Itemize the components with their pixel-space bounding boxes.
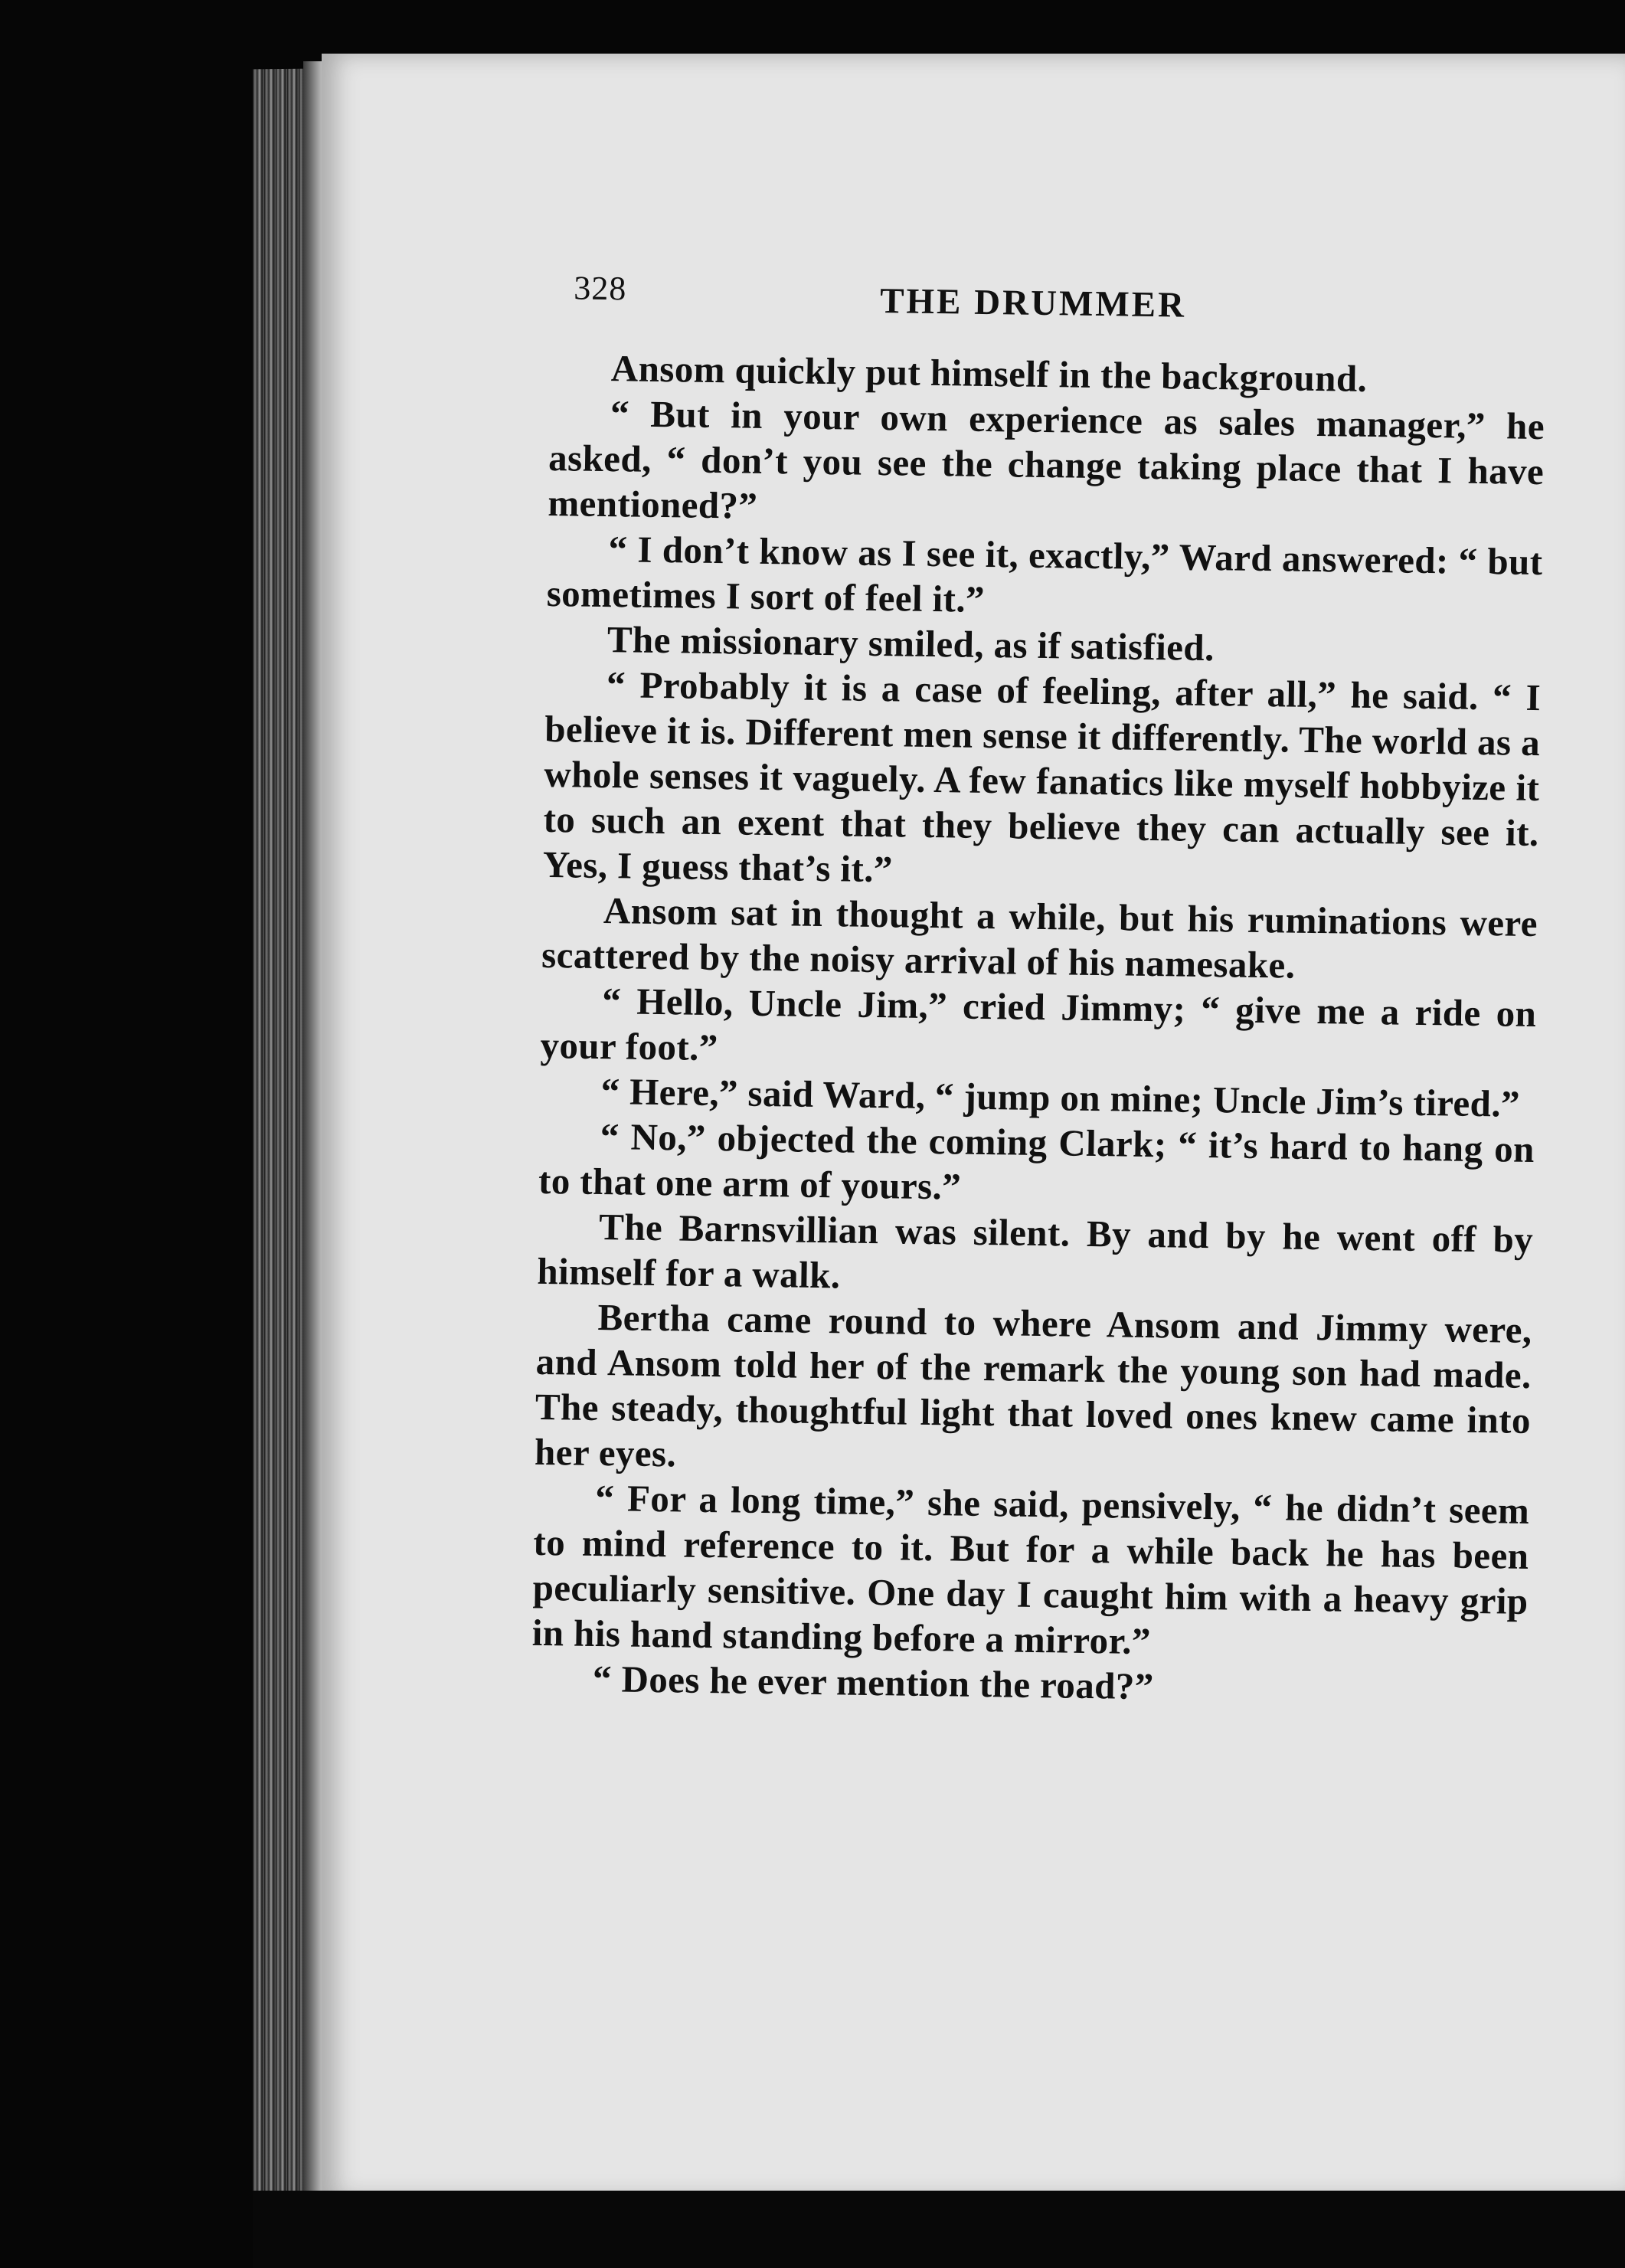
paragraph: “ No,” objected the coming Clark; “ it’s hard to hang on to that one arm of yours.” [538, 1115, 1535, 1208]
paragraph: “ But in your own experience as sales manager,” he asked, “ don’t you see the change taking place that I have mentioned?” [548, 392, 1545, 527]
page-number: 328 [574, 269, 627, 308]
paragraph: “ Hello, Uncle Jim,” cried Jimmy; “ give me a ride on your foot.” [540, 980, 1537, 1069]
running-head: THE DRUMMER [879, 281, 1187, 326]
page-block-edge [253, 69, 306, 2230]
paragraph: “ Here,” said Ward, “ jump on mine; Uncle Jim’s tired.” [600, 1070, 1521, 1125]
page-header [550, 253, 1547, 358]
paragraph: “ For a long time,” she said, pensively, “ he didn’t seem to mind reference to it. But for a while back he has been peculiarly sensitive. One day I caught him with a heavy grip in his hand standing before a mirror.” [531, 1476, 1530, 1663]
bottom-shadow [253, 2191, 1625, 2268]
paragraph: “ Does he ever mention the road?” [592, 1657, 1155, 1708]
paragraph: Ansom quickly put himself in the background. [610, 347, 1368, 400]
paragraph: The missionary smiled, as if satisfied. [607, 618, 1215, 669]
paragraph: Ansom sat in thought a while, but his ruminations were scattered by the noisy arrival of his namesake. [541, 889, 1538, 987]
paragraph: “ I don’t know as I see it, exactly,” Ward answered: “ but sometimes I sort of feel it.” [546, 528, 1543, 620]
paragraph: “ Probably it is a case of feeling, after all,” he said. “ I believe it is. Different men sense it differently. The world as a whole senses it vaguely. A few fanatics like myself hobbyize it to such an exent that they believe they can actually see it. Yes, I guess that’s it.” [542, 663, 1542, 891]
text-block [531, 253, 1547, 1714]
paragraph: The Barnsvillian was silent. By and by he went off by himself for a walk. [537, 1205, 1534, 1297]
paragraph: Bertha came round to where Ansom and Jimmy were, and Ansom told her of the remark the young son had made. The steady, thoughtful light that loved ones knew came into her eyes. [534, 1295, 1532, 1475]
